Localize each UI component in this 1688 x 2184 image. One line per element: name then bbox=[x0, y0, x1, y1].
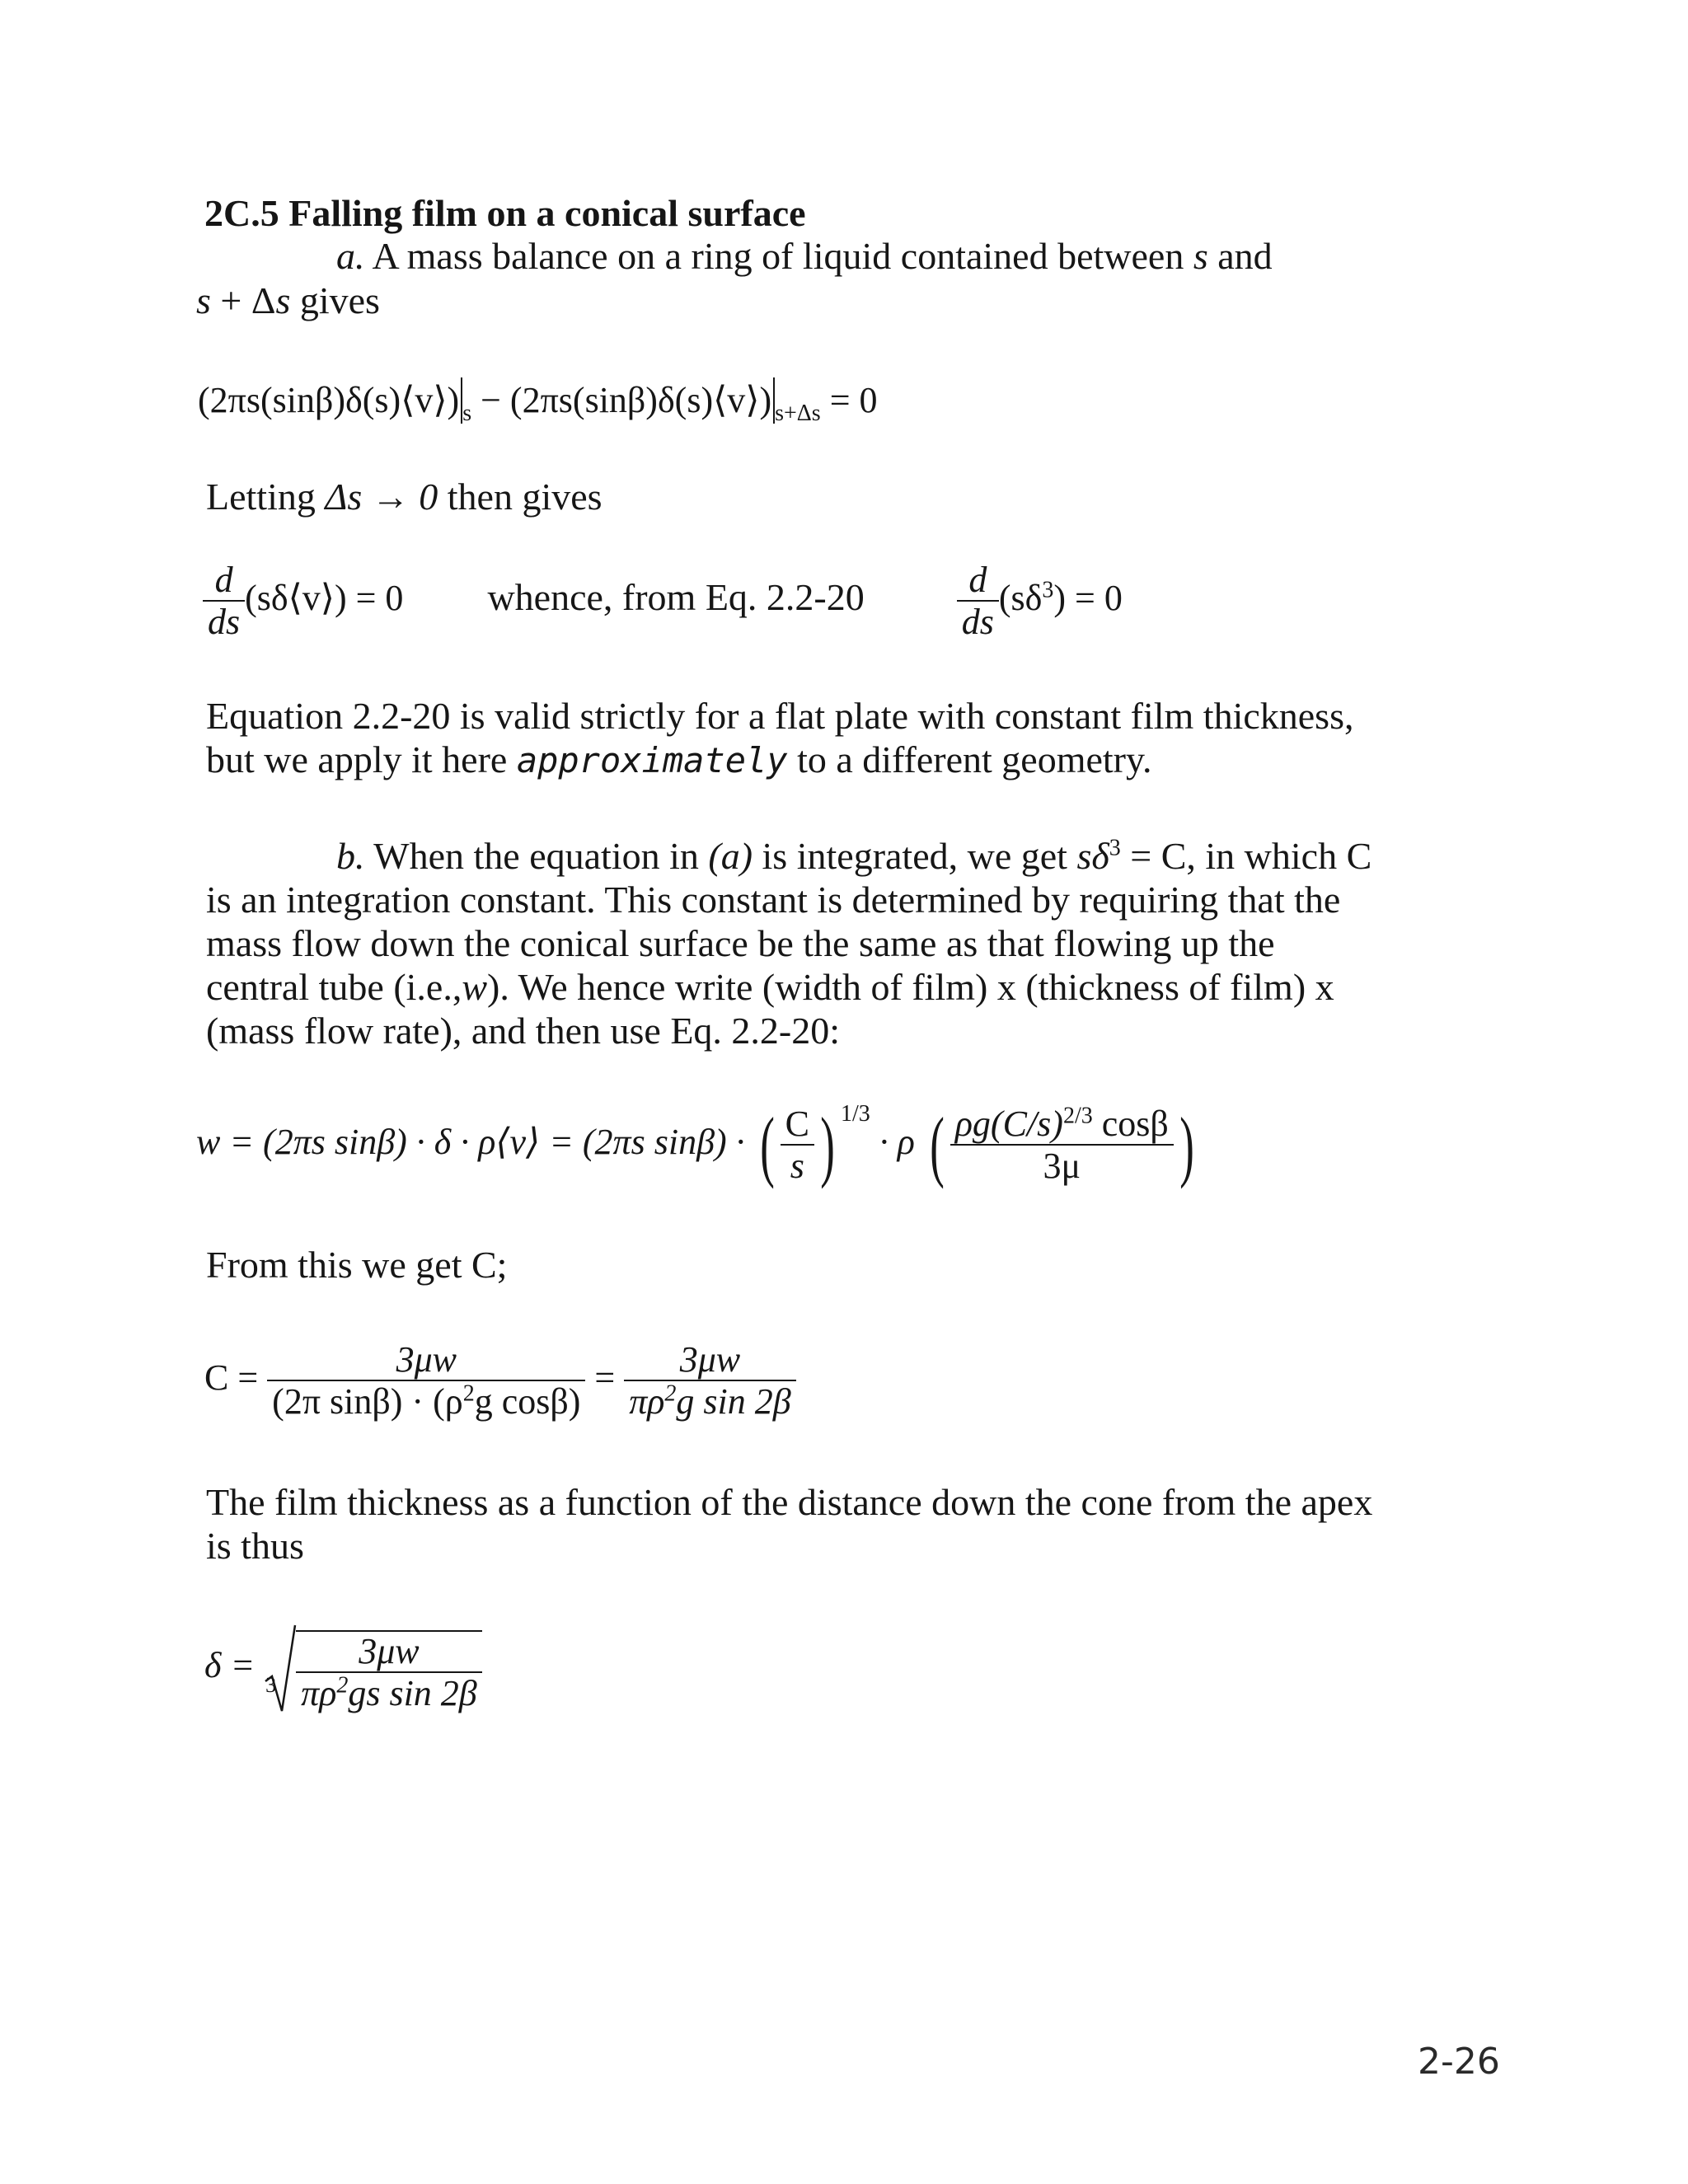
part-b-result-sup: 3 bbox=[1109, 835, 1121, 861]
part-a-label: a. bbox=[336, 235, 365, 277]
part-a-intro-text: A mass balance on a ring of liquid contained between bbox=[372, 235, 1184, 277]
part-b-text3: in which C is an integration constant. This constant is determined by requiring that the mass flow down the conical surface be the same as that flowing up the central tube (i.e., bbox=[206, 835, 1372, 1008]
note-part2: to a different geometry. bbox=[797, 738, 1152, 780]
eq3-exp: 1/3 bbox=[840, 1101, 870, 1127]
eq2-right-pre: (sδ bbox=[998, 578, 1043, 619]
equation-derivative bbox=[203, 560, 1123, 643]
eq1-rhs: = 0 bbox=[829, 380, 878, 420]
eq4-frac1: $\frac{3\mu w}{(2\pi \sin\beta) \cdot (\rho^2g \cos\beta)}$ bbox=[267, 1340, 585, 1422]
part-a-gives: gives bbox=[299, 279, 380, 321]
eq2-frac-left: $\frac{d}{ds}$ bbox=[203, 560, 245, 643]
letting-line bbox=[206, 475, 603, 518]
eq1-sub2: s+Δs bbox=[775, 400, 821, 426]
heading-text: 2C.5 Falling film on a conical surface bbox=[204, 192, 806, 234]
note-part1: Equation 2.2-20 is valid strictly for a flat plate with constant film thickness, but we apply it here bbox=[206, 695, 1354, 780]
part-b-text1: When the equation in bbox=[373, 835, 699, 877]
part-b-result-pre: sδ bbox=[1076, 835, 1109, 877]
then-gives: then gives bbox=[447, 476, 603, 518]
eq2-left-expr: (sδ⟨v⟩) = 0 bbox=[245, 578, 404, 619]
part-b-paragraph bbox=[206, 834, 1386, 1052]
eq2-whence: whence, from Eq. 2.2-20 bbox=[487, 576, 865, 619]
eq1-term1: (2πs(sinβ)δ(s)⟨v⟩) bbox=[198, 380, 460, 420]
part-a-intro-line2: s + Δs gives bbox=[196, 279, 380, 321]
eq2-frac-right: $\frac{d}{ds}$ bbox=[957, 560, 999, 643]
page-number-text: 2-26 bbox=[1418, 2041, 1500, 2083]
eq2-right-sup: 3 bbox=[1042, 577, 1054, 603]
equation-constant-c bbox=[204, 1340, 796, 1422]
cube-root bbox=[264, 1624, 297, 1714]
page-number bbox=[1418, 2041, 1500, 2083]
from-this-line bbox=[206, 1243, 507, 1286]
eq3-frac-big: $\frac{\rho g(C/s)^{2/3} \cos\beta}{3\mu}$ bbox=[950, 1104, 1174, 1187]
part-b-aref: (a) bbox=[708, 835, 753, 877]
from-this-text: From this we get C; bbox=[206, 1244, 508, 1286]
letting-word: Letting bbox=[206, 476, 316, 518]
eq2-right-post: ) = 0 bbox=[1053, 578, 1123, 619]
eq1-minus: − bbox=[481, 380, 501, 420]
eq4-frac2: $\frac{3\mu w}{\pi\rho^2g \sin 2\beta}$ bbox=[624, 1340, 795, 1422]
part-b-label: b. bbox=[336, 835, 365, 877]
eq5-lhs: δ = bbox=[204, 1645, 256, 1686]
note-emphasis: approximately bbox=[516, 740, 788, 780]
equation-mass-balance bbox=[198, 377, 878, 424]
radical-sign-icon bbox=[264, 1624, 297, 1714]
part-b-w: w bbox=[462, 966, 488, 1008]
thickness-text: The film thickness as a function of the distance down the cone from the apex is thus bbox=[206, 1481, 1373, 1567]
section-heading bbox=[204, 191, 806, 235]
eq4-lhs: C = bbox=[204, 1357, 259, 1399]
eq5-index: 3 bbox=[265, 1673, 277, 1698]
eq3-lhs: w = (2πs sinβ) · δ · ρ⟨v⟩ = (2πs sinβ) · bbox=[196, 1122, 745, 1163]
validity-note bbox=[206, 694, 1386, 782]
letting-expr: Δs → 0 bbox=[325, 476, 438, 518]
eq4-equals: = bbox=[594, 1357, 616, 1399]
part-a-intro-line1 bbox=[336, 234, 1391, 278]
thickness-paragraph bbox=[206, 1480, 1386, 1568]
part-a-and: and bbox=[1217, 235, 1273, 277]
part-b-result-post: = C, bbox=[1120, 835, 1196, 877]
part-b-text2: is integrated, we get bbox=[762, 835, 1067, 877]
equation-mass-flow: w = (2πs sinβ) · δ · ρ⟨v⟩ = (2πs sinβ) · ( $\frac{C}{s}$ ) $^{1/3}$ · ρ ( $\frac{\rho g(C/s)^{2/3} \cos\beta}{3\mu}$ ) bbox=[196, 1101, 1194, 1189]
var-s: s bbox=[1193, 235, 1208, 277]
eq3-frac-cs: $\frac{C}{s}$ bbox=[781, 1104, 814, 1187]
equation-film-thickness bbox=[204, 1624, 482, 1714]
part-b-text4: ). We hence write (width of film) x (thickness of film) x (mass flow rate), and then use Eq. 2.2-20: bbox=[206, 966, 1334, 1052]
eq1-term2: (2πs(sinβ)δ(s)⟨v⟩) bbox=[509, 380, 772, 420]
eq5-frac: $\frac{3\mu w}{\pi\rho^2gs \sin 2\beta}$ bbox=[296, 1630, 482, 1714]
eq1-sub1: s bbox=[462, 400, 472, 426]
eq3-mid: · ρ bbox=[879, 1122, 915, 1163]
